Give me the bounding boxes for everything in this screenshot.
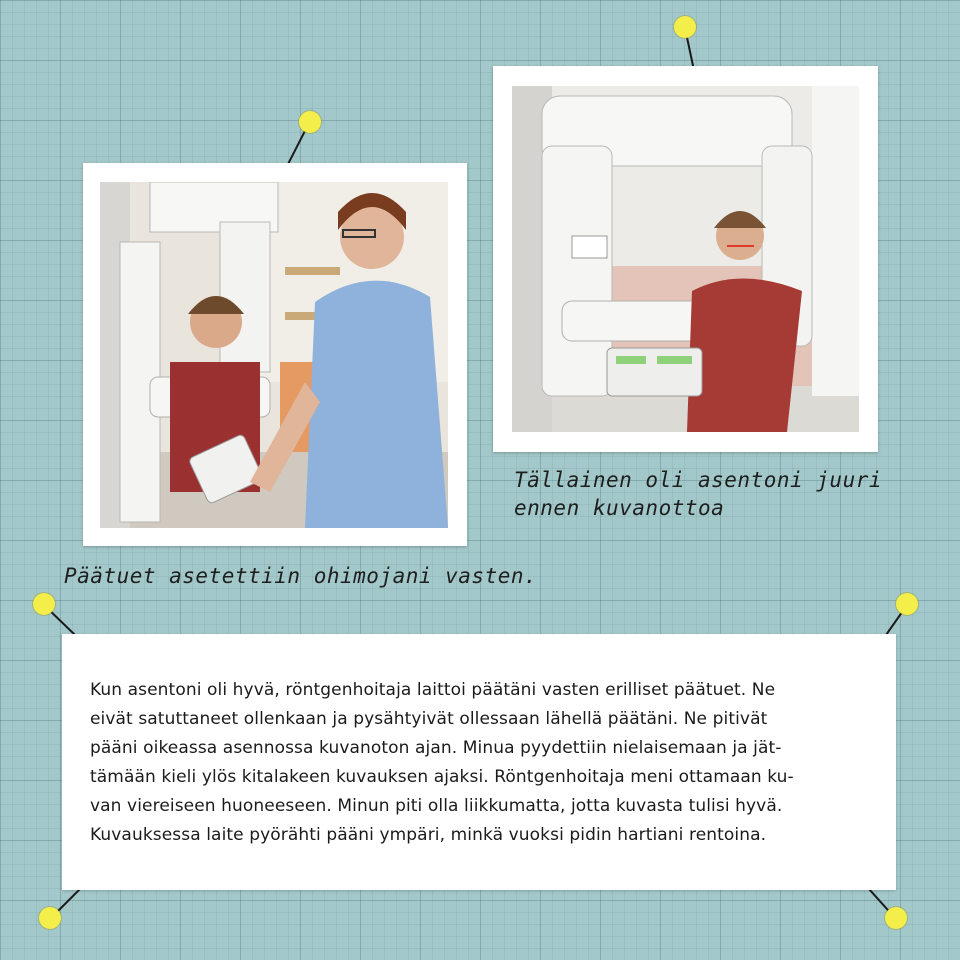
body-line: van viereiseen huoneeseen. Minun piti olla liikkumatta, jotta kuvasta tulisi hyvä.: [90, 796, 783, 816]
text-box: [62, 634, 896, 890]
pin-icon: [885, 907, 907, 929]
body-line: pääni oikeassa asennossa kuvanoton ajan. Minua pyydettiin nielaisemaan ja jät-: [90, 738, 782, 758]
body-line: eivät satuttaneet ollenkaan ja pysähtyivät ollessaan lähellä päätäni. Ne pitivät: [90, 709, 768, 729]
pin-icon: [896, 593, 918, 615]
caption-right-photo: [514, 466, 882, 522]
x-ray-scanner-photo-icon: [100, 182, 448, 528]
x-ray-scanner-photo-icon: [512, 86, 859, 432]
body-text: [90, 676, 880, 850]
pin-icon: [299, 111, 321, 133]
body-line: Kuvauksessa laite pyörähti pääni ympäri, minkä vuoksi pidin hartiani rentoina.: [90, 825, 767, 845]
photo-card-right: [493, 66, 878, 452]
caption-right-line: Tällainen oli asentoni juuri: [514, 468, 883, 492]
pin-icon: [674, 16, 696, 38]
caption-left-photo: Päätuet asetettiin ohimojani vasten.: [64, 564, 538, 588]
body-line: tämään kieli ylös kitalakeen kuvauksen ajaksi. Röntgenhoitaja meni ottamaan ku-: [90, 767, 794, 787]
body-line: Kun asentoni oli hyvä, röntgenhoitaja laittoi päätäni vasten erilliset päätuet. Ne: [90, 680, 776, 700]
pin-icon: [39, 907, 61, 929]
photo-card-left: [83, 163, 467, 546]
caption-right-line: ennen kuvanottoa: [514, 496, 725, 520]
pin-icon: [33, 593, 55, 615]
